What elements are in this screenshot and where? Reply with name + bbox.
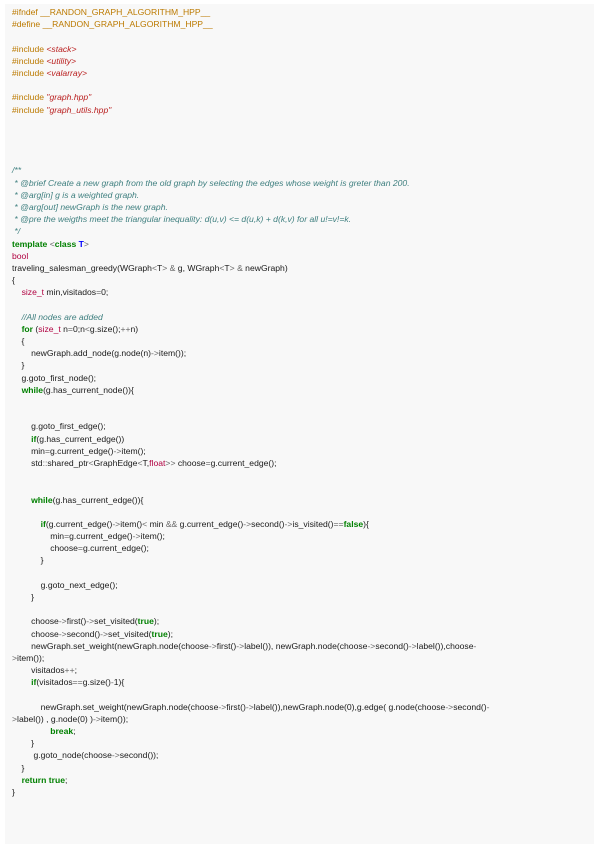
code-token: GraphEdge (93, 457, 138, 468)
code-token: :: (42, 457, 48, 468)
code-token: < (137, 457, 143, 468)
code-token (12, 775, 22, 785)
code-token: first() (66, 616, 87, 627)
code-token: } (12, 738, 34, 749)
code-token: g.current_edge() (69, 531, 133, 542)
code-token: T, (142, 457, 150, 468)
code-token: (g.current_edge() (45, 518, 113, 529)
code-token: ; (73, 726, 76, 737)
code-token: (visitados (36, 677, 73, 688)
code-token: second() (375, 640, 409, 651)
code-token: g.size() (82, 677, 111, 688)
code-token: second() (251, 518, 285, 529)
code-token: second() (66, 628, 101, 639)
code-token: T (78, 238, 84, 249)
code-token: < (88, 457, 94, 468)
code-token: > (162, 262, 168, 273)
code-token: -> (151, 348, 159, 359)
code-token: #include (12, 92, 47, 103)
code-line (12, 164, 592, 176)
code-token: } (12, 360, 25, 371)
code-line (12, 469, 592, 481)
code-token: < (142, 518, 148, 529)
code-token: > (12, 713, 18, 724)
code-token: std (12, 457, 43, 468)
code-token: /** (12, 165, 22, 176)
code-token: -> (86, 616, 95, 627)
code-token: g.size(); (89, 323, 121, 334)
code-token: min,visitados (44, 287, 97, 298)
code-token: */ (12, 226, 21, 237)
code-line (12, 713, 592, 725)
code-token: <valarray> (46, 67, 88, 78)
code-token: second()); (119, 750, 159, 761)
code-line (12, 701, 592, 713)
code-token: float (149, 457, 166, 468)
code-token: -> (284, 518, 293, 529)
code-token (12, 677, 31, 687)
code-token: g.goto_next_edge(); (12, 579, 118, 590)
code-token (12, 519, 41, 529)
code-token: item(); (140, 531, 165, 542)
code-token: g.current_edge(); (82, 543, 149, 554)
code-token: < (219, 262, 225, 273)
code-token: ; (74, 665, 77, 676)
code-token (12, 324, 22, 334)
code-token: { (12, 336, 25, 347)
code-token: > (229, 262, 235, 273)
code-token: -> (92, 713, 101, 724)
code-token: -> (100, 628, 109, 639)
code-line (12, 433, 592, 445)
code-token: label()) , g.node(0) ) (17, 713, 93, 724)
code-token: bool (12, 250, 29, 261)
code-token: break (50, 726, 74, 737)
code-token: } (12, 555, 44, 566)
code-token: shared_ptr (47, 457, 89, 468)
code-token: traveling_salesman_greedy(WGraph (12, 262, 152, 273)
code-token: #define __RANDON_GRAPH_ALGORITHM_HPP__ (12, 19, 213, 30)
code-line (12, 396, 592, 408)
code-token: ); (153, 616, 160, 627)
code-line (12, 128, 592, 140)
code-line (12, 359, 592, 371)
code-token (12, 726, 50, 736)
code-line (12, 542, 592, 554)
code-line (12, 274, 592, 286)
code-token: g.goto_first_edge(); (12, 421, 106, 432)
code-token: label()),newGraph.node(0),g.edge( g.node(choose (253, 701, 446, 712)
code-line (12, 603, 592, 615)
code-line (12, 152, 592, 164)
code-line (12, 737, 592, 749)
code-token: if (31, 433, 37, 444)
code-token: * @arg[in] g is a weighted graph. (12, 189, 140, 200)
code-token: > (12, 652, 18, 663)
code-line (12, 628, 592, 640)
code-token: if (31, 677, 37, 688)
code-line (12, 67, 592, 79)
code-token: return (21, 774, 47, 785)
code-token: newGraph.set_weight(newGraph.node(choose (12, 701, 219, 712)
code-token: first() (226, 701, 246, 712)
code-token: >> (165, 457, 176, 468)
code-token: g.goto_node(choose (12, 750, 112, 761)
code-token: { (12, 275, 15, 286)
code-token: = (44, 445, 50, 456)
code-token: true (137, 616, 154, 627)
code-line (12, 189, 592, 201)
code-token: min (12, 445, 45, 456)
code-line (12, 79, 592, 91)
code-token: ++ (120, 323, 131, 334)
code-line (12, 652, 592, 664)
code-token: -> (111, 750, 120, 761)
code-line (12, 689, 592, 701)
code-token: <utility> (46, 55, 77, 66)
code-line (12, 530, 592, 542)
code-line (12, 445, 592, 457)
code-token (12, 434, 31, 444)
code-line (12, 225, 592, 237)
code-token: while (21, 384, 44, 395)
code-token: g.current_edge() (177, 518, 244, 529)
code-token: size_t (38, 323, 61, 334)
code-token: = (64, 531, 70, 542)
code-token: for (21, 323, 34, 334)
code-token: item() (120, 518, 143, 529)
code-token: == (333, 518, 344, 529)
code-token: -> (243, 518, 252, 529)
code-token: choose (175, 457, 206, 468)
code-token: #include (12, 43, 47, 54)
code-token: == (72, 677, 83, 688)
code-line (12, 481, 592, 493)
code-token: "graph_utils.hpp" (46, 104, 112, 115)
code-token: } (12, 787, 15, 797)
code-token: = (96, 287, 102, 298)
code-token (12, 312, 22, 322)
code-token: set_visited( (94, 616, 138, 627)
code-line (12, 347, 592, 359)
code-line (12, 640, 592, 652)
code-line (12, 457, 592, 469)
code-line (12, 518, 592, 530)
code-token: ){ (363, 518, 369, 529)
code-token: label()),choose (416, 640, 474, 651)
code-token: class (54, 238, 77, 249)
code-token: & (169, 262, 176, 273)
code-line (12, 30, 592, 42)
code-line (12, 567, 592, 579)
code-token: true (48, 774, 66, 785)
code-body (12, 6, 592, 798)
code-line (12, 372, 592, 384)
code-token: -> (445, 701, 454, 712)
code-token: set_visited( (108, 628, 152, 639)
code-token: 0;n (72, 323, 85, 334)
code-token: //All nodes are added (21, 311, 103, 322)
code-token: = (77, 543, 83, 554)
code-token: - (473, 640, 477, 651)
code-line (12, 299, 592, 311)
code-line (12, 420, 592, 432)
code-token: -> (58, 616, 67, 627)
code-token: * @brief Create a new graph from the old graph by selecting the edges whose weight is greter than 200. (12, 177, 410, 188)
code-line (12, 786, 592, 798)
code-token: -> (245, 701, 254, 712)
code-listing (5, 4, 594, 844)
code-token: g.current_edge() (49, 445, 114, 456)
code-line (12, 262, 592, 274)
code-token: -> (408, 640, 417, 651)
code-token: if (40, 518, 46, 529)
code-token: label()), newGraph.node(choose (244, 640, 368, 651)
code-line (12, 554, 592, 566)
code-token: "graph.hpp" (46, 92, 92, 103)
code-line (12, 762, 592, 774)
code-token: * @arg[out] newGraph is the new graph. (12, 202, 168, 212)
code-token: & (237, 262, 243, 273)
code-token (12, 287, 22, 297)
code-token: ++ (64, 665, 75, 676)
code-token: template (12, 238, 48, 249)
code-line (12, 664, 592, 676)
code-token: newGraph.set_weight(newGraph.node(choose (12, 640, 209, 651)
code-token: T (224, 262, 230, 273)
code-line (12, 55, 592, 67)
code-token: 1){ (113, 677, 125, 688)
code-token: min (12, 531, 65, 542)
code-token: T (157, 262, 163, 273)
code-line (12, 140, 592, 152)
code-line (12, 725, 592, 737)
code-line (12, 506, 592, 518)
code-token: while (31, 494, 53, 505)
code-token: - (110, 677, 114, 688)
code-token: ; (65, 774, 68, 785)
code-token: g, WGraph (175, 262, 220, 273)
code-token: -> (218, 701, 227, 712)
code-token (12, 385, 22, 395)
code-token: -> (112, 518, 121, 529)
code-token: choose (12, 543, 78, 554)
code-line (12, 201, 592, 213)
code-line (12, 43, 592, 55)
code-line (12, 335, 592, 347)
code-token: #include (12, 55, 47, 66)
code-token: true (151, 628, 168, 639)
code-token: -> (208, 640, 217, 651)
code-token: is_visited() (292, 518, 334, 529)
code-token: ( (33, 323, 39, 334)
code-line (12, 384, 592, 396)
code-line (12, 615, 592, 627)
code-token: first() (216, 640, 237, 651)
code-token: = (67, 323, 73, 334)
code-token: #ifndef __RANDON_GRAPH_ALGORITHM_HPP__ (12, 7, 211, 17)
code-line (12, 749, 592, 761)
code-token: g.goto_first_node(); (12, 372, 97, 383)
code-token: ); (167, 628, 173, 639)
code-token: newGraph) (242, 262, 288, 273)
code-token: false (343, 518, 364, 529)
code-line (12, 494, 592, 506)
code-token: - (486, 701, 490, 712)
code-line (12, 116, 592, 128)
code-line (12, 177, 592, 189)
code-token: choose (12, 628, 59, 639)
code-token: } (12, 762, 25, 773)
code-token: * @pre the weigths meet the triangular inequality: d(u,v) <= d(u,k) + d(k,v) for all u!=v!=k. (12, 214, 352, 225)
code-token: -> (132, 531, 141, 542)
code-token: (g.has_current_edge()) (36, 433, 125, 444)
code-line (12, 579, 592, 591)
code-token: -> (58, 628, 67, 639)
code-token: -> (113, 445, 122, 456)
code-token: < (49, 238, 55, 249)
code-token: 0; (101, 287, 109, 298)
code-line (12, 323, 592, 335)
code-token: #include (12, 67, 47, 78)
code-token: g.current_edge(); (210, 457, 277, 468)
code-token: newGraph.add_node(g.node(n) (12, 348, 152, 359)
code-token: item(); (121, 445, 146, 456)
code-line (12, 774, 592, 786)
code-line (12, 591, 592, 603)
code-line (12, 311, 592, 323)
code-line (12, 18, 592, 30)
code-line (12, 91, 592, 103)
code-token: } (12, 592, 34, 602)
code-token: <stack> (46, 43, 77, 54)
code-token: -> (367, 640, 376, 651)
code-line (12, 104, 592, 116)
code-line (12, 250, 592, 262)
code-token: item()); (158, 348, 187, 359)
code-token (12, 495, 31, 505)
code-line (12, 213, 592, 225)
code-token: min (147, 518, 166, 529)
code-line (12, 6, 592, 18)
code-token: second() (453, 701, 487, 712)
code-token: = (205, 457, 211, 468)
code-line (12, 286, 592, 298)
code-token: && (165, 518, 178, 529)
code-token: (g.has_current_node()){ (43, 384, 134, 395)
code-token: item()); (17, 652, 45, 663)
code-token: < (84, 323, 90, 334)
code-token: < (151, 262, 157, 273)
code-token: -> (236, 640, 245, 651)
code-line (12, 408, 592, 420)
code-line (12, 238, 592, 250)
code-token: n) (130, 323, 139, 334)
code-token: visitados (12, 665, 65, 676)
code-token: > (83, 238, 89, 249)
code-token: #include (12, 104, 47, 115)
code-token: item()); (100, 713, 129, 724)
code-line (12, 676, 592, 688)
code-token: n (60, 323, 68, 334)
code-token: size_t (21, 287, 45, 298)
code-token: choose (12, 616, 59, 627)
code-token: (g.has_current_edge()){ (52, 494, 144, 505)
